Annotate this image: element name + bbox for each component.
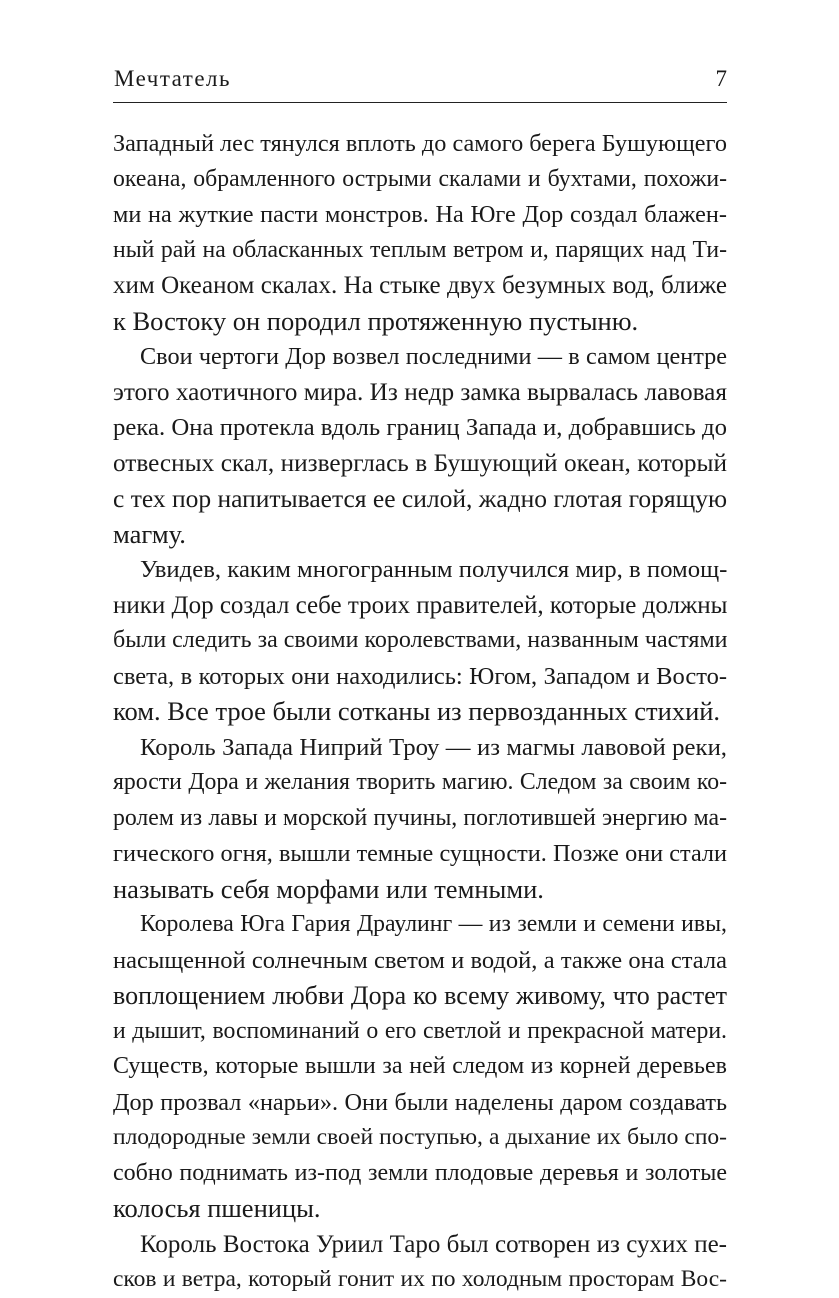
text-line: Король Востока Уриил Таро был сотворен из сухих пе- [140,1230,727,1258]
text-line: колосья пшеницы. [113,1193,321,1223]
text-line: ники Дор создал себе троих правителей, которые должны [113,591,728,619]
text-line: Король Запада Ниприй Троу — из магмы лавовой реки, [140,733,727,761]
text-line: насыщенной солнечным светом и водой, а также она стала [113,946,727,974]
body-text [113,126,727,1298]
text-line: света, в которых они находились: Югом, Западом и Восто- [113,662,727,690]
running-header [114,66,727,100]
text-line: Западный лес тянулся вплоть до самого берега Бушующего [113,130,727,157]
text-line: с тех пор напитывается ее силой, жадно глотая горящую [113,484,728,513]
text-line: ком. Все трое были сотканы из первозданных стихий. [113,696,721,726]
text-line: ярости Дора и желания творить магию. Следом за своим ко- [113,769,727,795]
text-line: гического огня, вышли темные сущности. Позже они стали [113,840,727,867]
book-title: Мечтатель [114,66,232,91]
text-line: Королева Юга Гария Драулинг — из земли и семени ивы, [140,911,727,937]
text-line: были следить за своими королевствами, названным частями [113,627,728,653]
text-line: Свои чертоги Дор возвел последними — в самом центре [140,343,727,370]
text-line: Дор прозвал «нарьи». Они были наделены даром создавать [113,1088,727,1116]
text-line: океана, обрамленного острыми скалами и бухтами, похожи- [113,165,727,192]
text-line: и дышит, воспоминаний о его светлой и прекрасной матери. [113,1017,727,1044]
text-line: собно поднимать из-под земли плодовые деревья и золотые [113,1159,727,1186]
page-number: 7 [715,66,727,91]
text-line: плодородные земли своей поступью, а дыхание их было спо- [113,1124,727,1150]
text-line: хим Океаном скалах. На стыке двух безумных вод, ближе [113,272,727,299]
text-line: сков и ветра, который гонит их по холодным просторам Вос- [113,1266,727,1292]
text-line: Существ, которые вышли за ней следом из корней деревьев [113,1053,727,1079]
text-line: Увидев, каким многогранным получился мир, в помощ- [140,556,728,583]
text-line: этого хаотичного мира. Из недр замка вырвалась лавовая [113,377,727,406]
text-line: воплощением любви Дора ко всему живому, что растет [113,981,727,1010]
text-line: ный рай на обласканных теплым ветром и, парящих над Ти- [113,236,727,263]
text-line: ми на жуткие пасти монстров. На Юге Дор создал блажен- [113,201,727,228]
text-line: река. Она протекла вдоль границ Запада и, добравшись до [113,414,727,441]
text-line: магму. [113,518,186,549]
text-line: ролем из лавы и морской пучины, поглотившей энергию ма- [113,804,727,831]
text-line: называть себя морфами или темными. [113,873,544,904]
header-rule [113,102,727,103]
text-line: отвесных скал, низверглась в Бушующий океан, который [113,448,727,477]
text-line: к Востоку он породил протяженную пустыню. [113,305,639,336]
